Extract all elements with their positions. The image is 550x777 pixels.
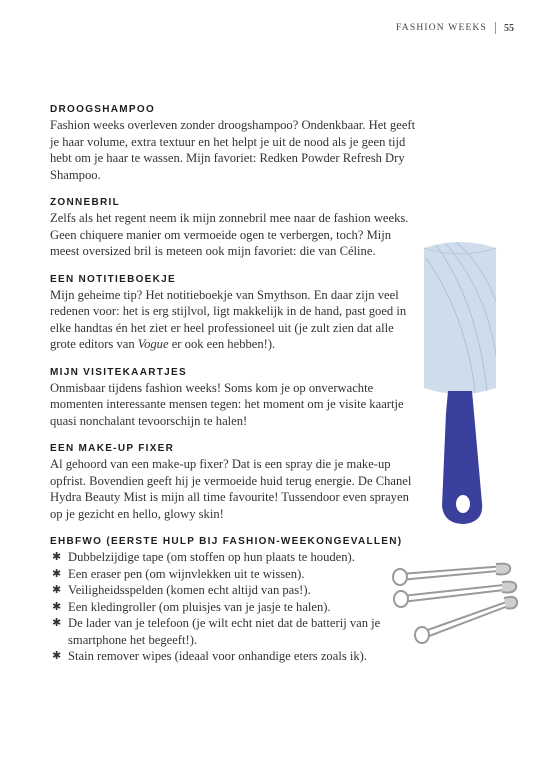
text-part: Mijn geheime tip? Het notitieboekje van Smythson. En daar zijn veel redenen voor: het is erg stijlvol, ligt makkelijk in de hand, past goed in elke handtas én het ziet er heel professioneel uit (je zult zien dat alle grote editors van [50,287,407,351]
section-zonnebril [50,197,422,260]
section-make-up-fixer [50,443,422,522]
list-item-text: De lader van je telefoon (je wilt echt niet dat de batterij van je smartphone het begeeft!). [68,616,381,647]
list-item-text: Een eraser pen (om wijnvlekken uit te wissen). [68,566,305,581]
asterisk-bullet-icon: ✱ [52,650,62,662]
section-heading: EEN NOTITIEBOEKJE [50,273,177,285]
handle-hang-hole [456,495,470,513]
section-heading: MIJN VISITEKAARTJES [50,366,187,378]
section-visitekaartjes [50,367,422,430]
lint-roller-illustration [418,238,502,528]
roller-paper [424,242,496,394]
section-notitieboekje [50,274,422,353]
text-part: er ook een hebben!). [168,337,276,351]
list-item-text: Een kledingroller (om pluisjes van je jasje te halen). [68,599,331,614]
list-item [50,648,422,665]
safety-pin-2 [394,582,516,607]
asterisk-bullet-icon: ✱ [52,617,62,629]
page-number: 55 [504,22,514,34]
tips-list [50,549,422,665]
section-text: Fashion weeks overleven zonder droogshampoo? Ondenkbaar. Het geeft je haar volume, extra textuur en het helpt je uit de nood als je geen tijd hebt om je haar te wassen. Mijn favoriet: Redken Powder Refresh Dry Shampoo. [50,118,416,182]
asterisk-bullet-icon: ✱ [52,584,62,596]
list-item-text: Stain remover wipes (ideaal voor onhandige eters zoals ik). [68,649,368,663]
section-heading: EHBFWO (EERSTE HULP BIJ FASHION-WEEKONGEVALLEN) [50,536,403,547]
section-text: Al gehoord van een make-up fixer? Dat is een spray die je make-up opfrist. Bovendien geeft hij je vermoeide huid terug energie. De Chanel Hydra Beauty Mist is mijn all time favourite! Tussendoor even sprayen op je gezicht en hello, glowy skin! [50,457,412,521]
section-text: Zelfs als het regent neem ik mijn zonnebril mee naar de fashion weeks. Geen chiquere manier om vermoeide ogen te verbergen, toch? Mijn meest oversized bril is meteen ook mijn favoriet: die van Céline. [50,211,409,258]
list-item-text: Dubbelzijdige tape (om stoffen op hun plaats te houden). [68,550,355,564]
safety-pin-1 [393,564,510,585]
asterisk-bullet-icon: ✱ [52,551,62,563]
section-ehbfwo [50,536,422,665]
list-item [50,549,422,566]
magazine-title: Vogue [137,337,169,351]
list-item [50,566,422,583]
article-body [50,104,422,679]
running-header [396,22,514,34]
asterisk-bullet-icon: ✱ [52,600,62,613]
list-item-text: Veiligheidsspelden (komen echt altijd van pas!). [68,583,311,597]
safety-pins-illustration [388,562,518,652]
safety-pin-3 [415,597,517,643]
list-item [50,615,422,648]
section-heading: DROOGSHAMPOO [50,104,156,115]
asterisk-bullet-icon: ✱ [52,567,62,580]
section-heading: EEN MAKE-UP FIXER [50,443,175,454]
section-text [50,287,422,353]
section-heading: ZONNEBRIL [50,197,121,208]
header-divider [495,22,496,34]
header-section-title: FASHION WEEKS [396,23,487,33]
section-droogshampoo [50,104,422,183]
section-text: Onmisbaar tijdens fashion weeks! Soms kom je op onverwachte momenten interessante mensen tegen: het moment om je visite kaartje quasi nonchalant tevoorschijn te halen! [50,380,404,428]
list-item [50,599,422,616]
list-item [50,582,422,599]
